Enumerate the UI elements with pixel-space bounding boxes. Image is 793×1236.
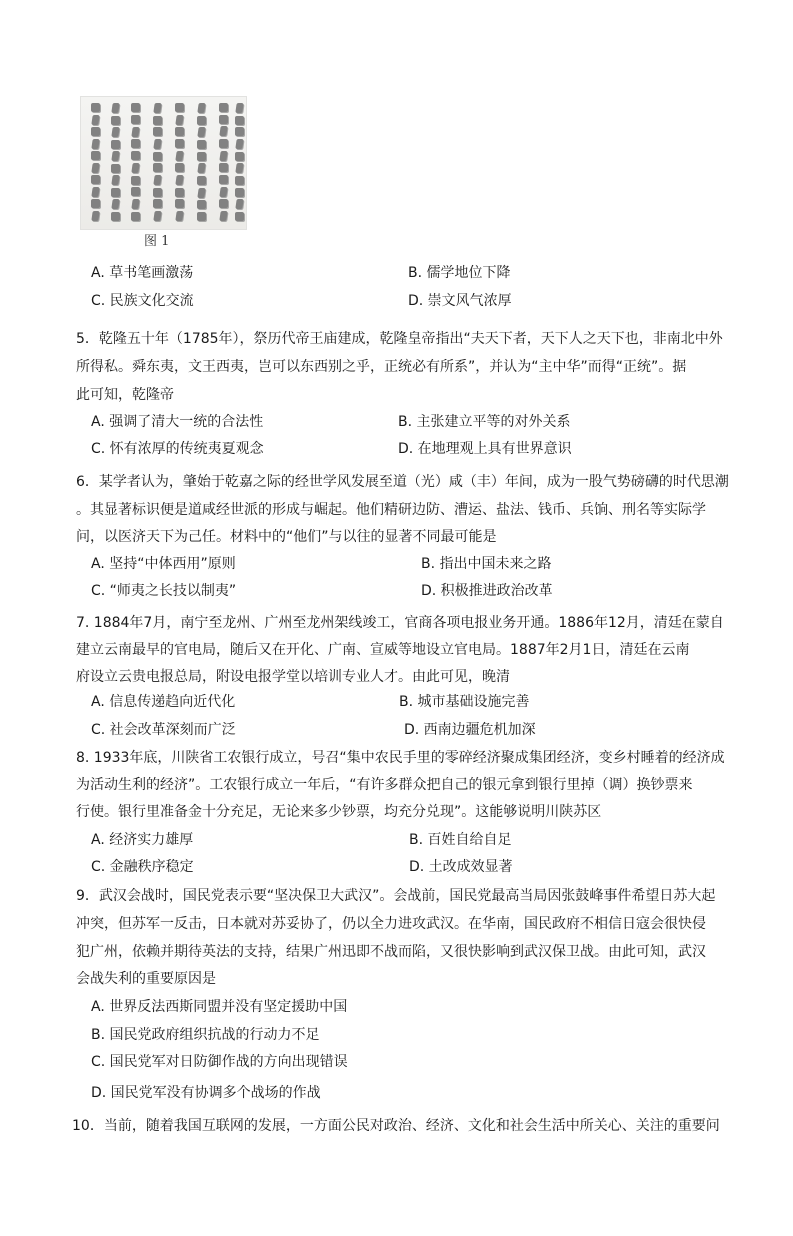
calligraphy-column [233,103,245,221]
calligraphy-image [80,96,247,230]
calligraphy-column [173,103,185,221]
q9-option-a[interactable]: A. 世界反法西斯同盟并没有坚定援助中国 [91,999,348,1015]
q8-stem-line: 行使。银行里准备金十分充足，无论来多少钞票，均充分兑现”。这能够说明川陕苏区 [76,804,602,820]
q8-stem-line: 为活动生利的经济”。工农银行成立一年后，“有许多群众把自己的银元拿到银行里掉（调）换钞票来 [76,777,693,793]
q5-option-c[interactable]: C. 怀有浓厚的传统夷夏观念 [91,441,264,457]
q5-option-a[interactable]: A. 强调了清大一统的合法性 [91,414,264,430]
calligraphy-column [89,103,101,221]
calligraphy-column [195,103,207,221]
q6-option-b[interactable]: B. 指出中国未来之路 [421,556,552,572]
q6-option-d[interactable]: D. 积极推进政治改革 [421,583,553,599]
q6-stem-line: 6．某学者认为，肇始于乾嘉之际的经世学风发展至道（光）咸（丰）年间，成为一股气势磅礴的时代思潮 [76,474,729,490]
q5-option-b[interactable]: B. 主张建立平等的对外关系 [398,414,571,430]
calligraphy-column [151,103,163,221]
q9-stem-line: 会战失利的重要原因是 [76,971,216,987]
q8-option-a[interactable]: A. 经济实力雄厚 [91,832,194,848]
figure-1 [80,96,245,248]
q5-stem-line: 5．乾隆五十年（1785年），祭历代帝王庙建成，乾隆皇帝指出“夫天下者，天下人之天下也，非南北中外 [76,331,723,347]
q7-option-c[interactable]: C. 社会改革深刻而广泛 [91,722,236,738]
calligraphy-column [129,103,141,221]
q4-option-c[interactable]: C. 民族文化交流 [91,293,194,309]
calligraphy-column [109,103,121,221]
q9-stem-line: 犯广州，依赖并期待英法的支持，结果广州迅即不战而陷，又很快影响到武汉保卫战。由此可知，武汉 [76,944,706,960]
q8-stem-line: 8. 1933年底，川陕省工农银行成立，号召“集中农民手里的零碎经济聚成集团经济，变乡村睡着的经济成 [76,750,725,766]
q9-option-b[interactable]: B. 国民党政府组织抗战的行动力不足 [91,1027,320,1043]
q7-stem-line: 建立云南最早的官电局，随后又在开化、广南、宣威等地设立官电局。1887年2月1日，清廷在云南 [76,642,690,658]
q9-stem-line: 9．武汉会战时，国民党表示要“坚决保卫大武汉”。会战前，国民党最高当局因张鼓峰事件希望日苏大起 [76,888,716,904]
q5-stem-line: 所得私。舜东夷，文王西夷，岂可以东西别之乎，正统必有所系”，并认为“主中华”而得“正统”。据 [76,359,687,375]
q4-option-d[interactable]: D. 崇文风气浓厚 [408,293,512,309]
q5-stem-line: 此可知，乾隆帝 [76,387,174,403]
q7-stem-line: 府设立云贵电报总局，附设电报学堂以培训专业人才。由此可见，晚清 [76,669,510,685]
q8-option-b[interactable]: B. 百姓自给自足 [409,832,512,848]
q4-option-a[interactable]: A. 草书笔画激荡 [91,265,194,281]
q7-option-b[interactable]: B. 城市基础设施完善 [399,694,530,710]
q6-option-a[interactable]: A. 坚持“中体西用”原则 [91,556,236,572]
q6-stem-line: 问，以医济天下为己任。材料中的“他们”与以往的显著不同最可能是 [76,529,497,545]
q9-stem-line: 冲突，但苏军一反击，日本就对苏妥协了，仍以全力进攻武汉。在华南，国民政府不相信日寇会很快侵 [76,916,706,932]
q8-option-d[interactable]: D. 土改成效显著 [409,859,513,875]
q7-option-a[interactable]: A. 信息传递趋向近代化 [91,694,236,710]
q6-stem-line: 。其显著标识便是道咸经世派的形成与崛起。他们精研边防、漕运、盐法、钱币、兵饷、刑名等实际学 [76,502,706,518]
q10-stem-line: 10．当前，随着我国互联网的发展，一方面公民对政治、经济、文化和社会生活中所关心、关注的重要问 [72,1118,720,1134]
q6-option-c[interactable]: C. “师夷之长技以制夷” [91,583,237,599]
calligraphy-column [217,103,229,221]
figure-caption: 图 1 [144,234,170,249]
q5-option-d[interactable]: D. 在地理观上具有世界意识 [398,441,572,457]
q7-option-d[interactable]: D. 西南边疆危机加深 [404,722,536,738]
q4-option-b[interactable]: B. 儒学地位下降 [408,265,511,281]
q9-option-d[interactable]: D. 国民党军没有协调多个战场的作战 [91,1085,321,1101]
q9-option-c[interactable]: C. 国民党军对日防御作战的方向出现错误 [91,1054,348,1070]
q7-stem-line: 7. 1884年7月，南宁至龙州、广州至龙州架线竣工，官商各项电报业务开通。1886年12月，清廷在蒙自 [76,615,724,631]
q8-option-c[interactable]: C. 金融秩序稳定 [91,859,194,875]
